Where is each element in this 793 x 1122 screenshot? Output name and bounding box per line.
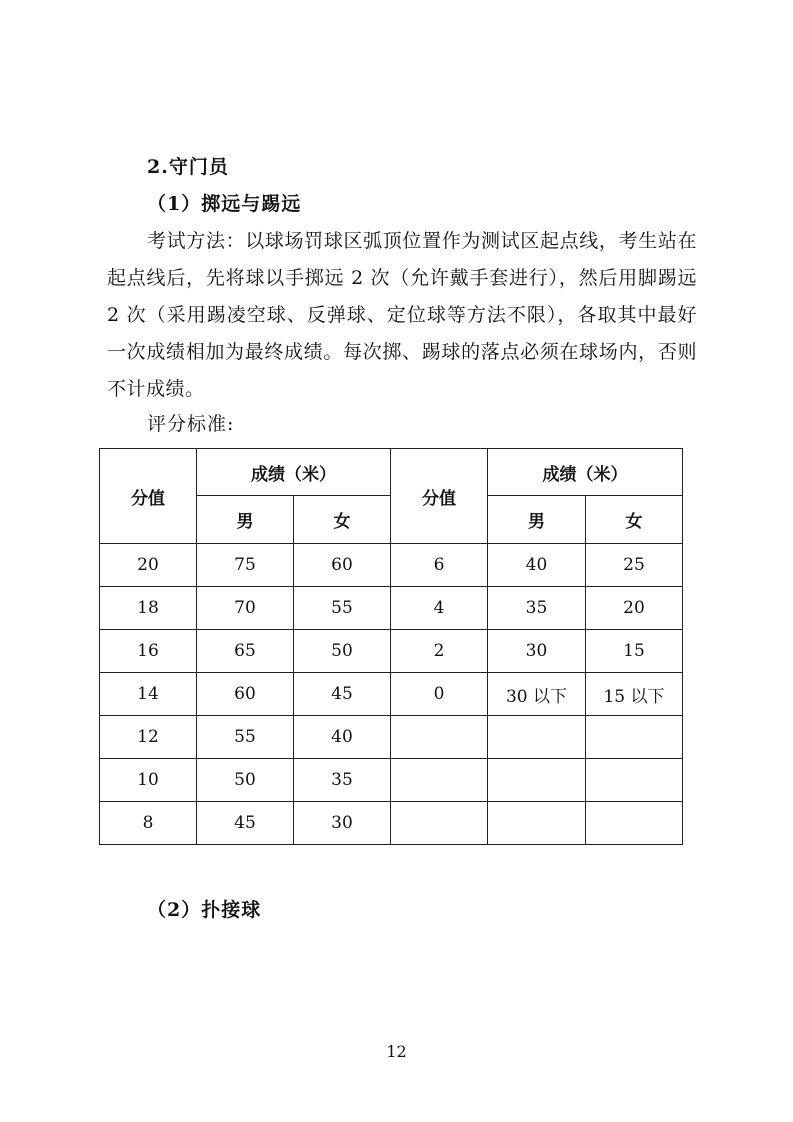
male-header-right: 男 (488, 496, 586, 544)
male-result-cell (488, 759, 586, 802)
female-result-cell: 20 (586, 587, 683, 630)
female-result-cell: 35 (294, 759, 391, 802)
score-cell (391, 759, 488, 802)
male-result-cell: 60 (197, 673, 294, 716)
male-result-cell (488, 802, 586, 845)
female-result-cell: 15 (586, 630, 683, 673)
score-cell: 20 (100, 544, 197, 587)
male-result-cell: 65 (197, 630, 294, 673)
male-result-cell: 40 (488, 544, 586, 587)
table-row (100, 759, 683, 802)
score-header-right: 分值 (391, 449, 488, 544)
female-header-right: 女 (586, 496, 683, 544)
male-result-cell: 55 (197, 716, 294, 759)
female-result-cell: 15 以下 (586, 673, 683, 716)
female-result-cell: 45 (294, 673, 391, 716)
score-cell: 14 (100, 673, 197, 716)
result-header-left: 成绩（米） (197, 449, 391, 496)
table-row (100, 630, 683, 673)
score-cell: 0 (391, 673, 488, 716)
section-title: 2.守门员 (147, 156, 229, 178)
table-row (100, 716, 683, 759)
male-result-cell: 75 (197, 544, 294, 587)
female-result-cell: 50 (294, 630, 391, 673)
score-cell: 18 (100, 587, 197, 630)
table-row (100, 673, 683, 716)
male-result-cell: 35 (488, 587, 586, 630)
score-cell: 10 (100, 759, 197, 802)
male-result-cell: 70 (197, 587, 294, 630)
subsection-title-throw-kick: （1）掷远与踢远 (147, 193, 302, 215)
female-result-cell (586, 802, 683, 845)
male-result-cell: 50 (197, 759, 294, 802)
male-result-cell: 45 (197, 802, 294, 845)
female-result-cell (586, 716, 683, 759)
test-method-paragraph: 考试方法：以球场罚球区弧顶位置作为测试区起点线，考生站在起点线后，先将球以手掷远 2 次（允许戴手套进行），然后用脚踢远 2 次（采用踢凌空球、反弹球、定位球等方法不限），各取其中最好一次成绩相加为最终成绩。每次掷、踢球的落点必须在球场内，否则不计成绩。 (107, 230, 697, 400)
score-cell: 2 (391, 630, 488, 673)
female-result-cell: 40 (294, 716, 391, 759)
score-cell: 4 (391, 587, 488, 630)
score-cell (391, 716, 488, 759)
female-result-cell: 55 (294, 587, 391, 630)
score-cell: 12 (100, 716, 197, 759)
score-header-left: 分值 (100, 449, 197, 544)
table-row (100, 587, 683, 630)
table-row (100, 544, 683, 587)
subsection-title-catching: （2）扑接球 (147, 899, 262, 921)
male-result-cell: 30 (488, 630, 586, 673)
male-result-cell (488, 716, 586, 759)
female-header-left: 女 (294, 496, 391, 544)
scoring-table (99, 448, 683, 845)
female-result-cell: 25 (586, 544, 683, 587)
result-header-right: 成绩（米） (488, 449, 683, 496)
table-row (100, 802, 683, 845)
female-result-cell: 60 (294, 544, 391, 587)
female-result-cell (586, 759, 683, 802)
female-result-cell: 30 (294, 802, 391, 845)
score-cell (391, 802, 488, 845)
score-cell: 16 (100, 630, 197, 673)
score-cell: 8 (100, 802, 197, 845)
page-number: 12 (386, 1042, 407, 1061)
scoring-criteria-label: 评分标准: (147, 413, 235, 435)
male-header-left: 男 (197, 496, 294, 544)
male-result-cell: 30 以下 (488, 673, 586, 716)
score-cell: 6 (391, 544, 488, 587)
